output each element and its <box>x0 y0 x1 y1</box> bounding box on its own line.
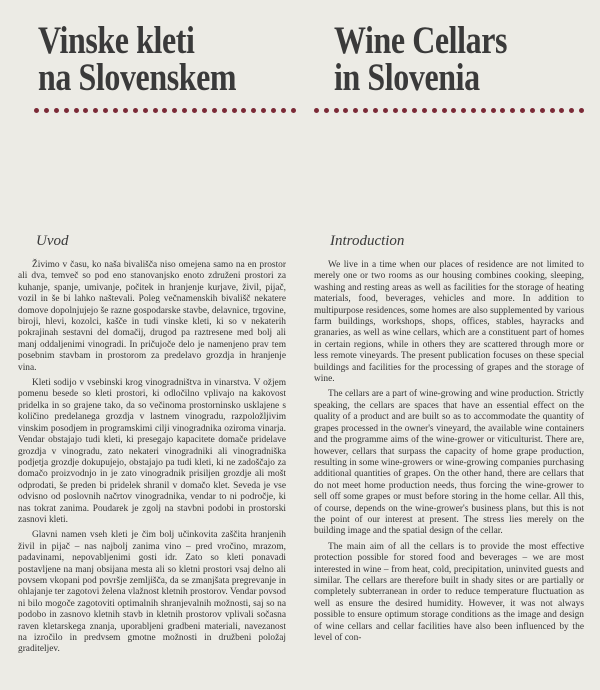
english-title-line-1: Wine Cellars <box>334 19 508 62</box>
slovenian-title <box>38 19 243 99</box>
slovenian-heading: Uvod <box>36 233 69 249</box>
english-body <box>314 260 584 648</box>
slovenian-paragraph-2: Kleti sodijo v vsebinski krog vinogradništva in vinarstva. V ožjem pomenu besede so kleti prostori, ki odločilno vplivajo na kakovost pridelka in so grajene tako, da so večinoma prostorninsko usklajene s količino predelanega grozdja v lastnem vinogradu, razpoložljivim vinskim posodjem in programskimi cilji vinogradnika oziroma vinarja. Vendar obstajajo tudi kleti, ki presegajo kapacitete domače pridelave grozdja v vinogradu, zato nekateri vinogradniki ali vinogradniška podjetja grozdje dokupujejo, obstajajo pa tudi kleti, ki ne zadoščajo za domačo proizvodnjo in je zato vinogradnik prisiljen grozdje ali mošt odprodati, še preden bi pridelek shranil v domačo klet. Seveda je vse odvisno od poslovnih načrtov vinogradnika, vendar to ni področje, ki nas tokrat zanima. Poudarek je zgolj na stavbni podobi in prostorski zasnovi kleti. <box>18 378 286 525</box>
english-title-line-2: in Slovenia <box>334 56 480 99</box>
slovenian-title-line-1: Vinske kleti <box>38 19 195 62</box>
english-paragraph-2: The cellars are a part of wine-growing and wine production. Strictly speaking, the cellars are spaces that have an essential effect on the quality of a product and are built so as to accommodate the quantity of grapes processed in the owner's vineyard, the available wine containers and the programme aims of the wine-grower or viticulturist. There are, however, cellars that surpass the capacity of home grape production, resulting in some wine-growers or wine-growing companies purchasing additional quantities of grapes. On the other hand, there are cellars that do not meet home production needs, thus forcing the wine-grower to sell off some grapes or must before storing in the home cellar. All this, of course, depends on the wine-grower's business plans, but this is not the point of our interest at present. The stress lies merely on the building image and the spatial design of the cellar. <box>314 389 584 537</box>
english-paragraph-1: We live in a time when our places of residence are not limited to merely one or two rooms as our housing combines cooking, sleeping, washing and resting areas as well as facilities for the storage of heating materials, food, beverages, vehicles and more. In addition to multipurpose residences, some homes are also supplemented by various farm buildings, workshops, shops, offices, stables, hayracks and granaries, as well as wine cellars, which are a constituent part of homes in certain regions, while in others they are scattered through more or less remote vineyards. The present publication focuses on these special buildings and facilities for the processing of grapes and the storage of wine. <box>314 260 584 385</box>
slovenian-paragraph-1: Živimo v času, ko naša bivališča niso omejena samo na en prostor ali dva, temveč so pod eno stanovanjsko enoto združeni prostori za kuhanje, spanje, umivanje, počitek in hranjenje kurjave, živil, pijač, vozil in še bi lahko naštevali. Poleg večnamenskih bivališč nekatere domove dopolnjujejo še razne gospodarske stavbe, delavnice, trgovine, biroji, hlevi, kozolci, kašče in tudi vinske kleti, ki so v nekaterih pokrajinah sestavni del domačij, drugod pa raztresene med bolj ali manj oddaljenimi vinogradi. In pričujoče delo je namenjeno prav tem posebnim stavbam in prostorom za predelavo grozdja in hranjenje vina. <box>18 260 286 373</box>
english-paragraph-3: The main aim of all the cellars is to provide the most effective protection possible for stored food and beverages – we are most interested in wine – from heat, cold, precipitation, uninvited guests and similar. The cellars are therefore built in shady sites or are partially or completely subterranean in order to reduce temperature fluctuation as well as ensure the desired humidity. However, it was not always possible to ensure optimum storage conditions as the image and design of wine cellars and cellar facilities have also been influenced by the level of con- <box>314 541 584 643</box>
right-dotted-divider <box>314 106 584 114</box>
slovenian-title-line-2: na Slovenskem <box>38 56 237 99</box>
english-title <box>334 19 539 99</box>
slovenian-paragraph-3: Glavni namen vseh kleti je čim bolj učinkovita zaščita hranjenih živil in pijač – nas najbolj zanima vino – pred vročino, mrazom, padavinami, nepovabljenimi gosti idr. Zato so kleti ponavadi postavljene na manj obsijana mesta ali so kletni prostori vsaj delno ali povsem vkopani pod površje zemljišča, da se zmanjšata pregrevanje in ohlajanje ter zagotovi želena vlažnost kletnih prostorov. Vendar povsod ni bilo mogoče zagotoviti optimalnih shranjevalnih možnosti, saj so na podobo in zasnovo kletnih stavb in kletnih prostorov vplivali sočasna raven kletarskega znanja, uporabljeni gradbeni materiali, navezanost na izročilo in predvsem gmotne možnosti in družbeni položaj graditeljev. <box>18 530 286 655</box>
english-heading: Introduction <box>330 233 405 249</box>
left-dotted-divider <box>34 106 296 114</box>
slovenian-body <box>18 260 286 660</box>
